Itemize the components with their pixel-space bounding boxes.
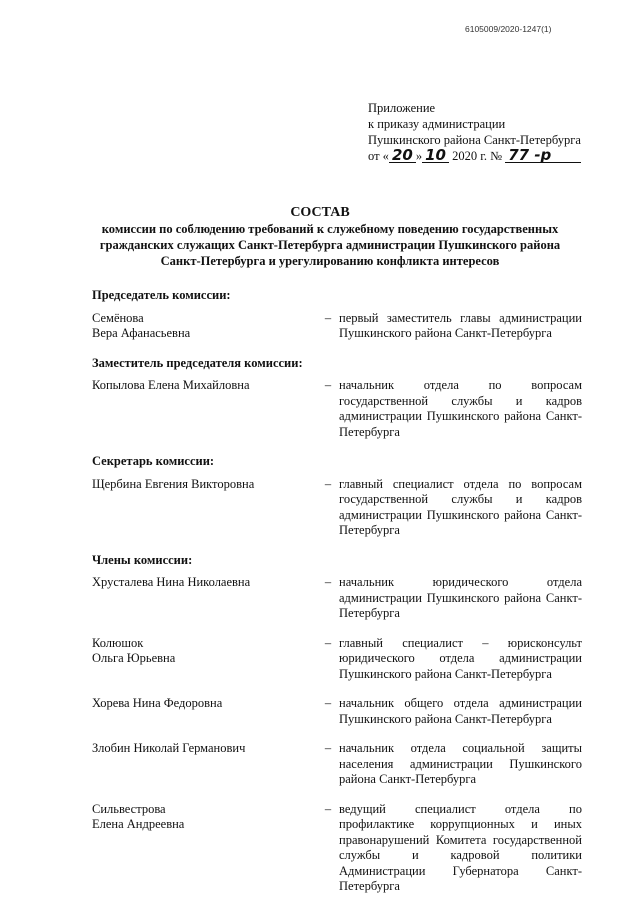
member-position: начальник отдела социальной защиты населения администрации Пушкинского района Санкт-Петербурга [339, 741, 582, 786]
member-position: начальник отдела по вопросам государственной службы и кадров администрации Пушкинского района Санкт-Петербурга [339, 378, 582, 439]
member-row [92, 311, 582, 342]
appendix-date-line [368, 148, 581, 164]
member-position: начальник юридического отдела администрации Пушкинского района Санкт-Петербурга [339, 575, 582, 620]
dash-separator: – [324, 378, 332, 392]
dash-separator: – [324, 575, 332, 589]
appendix-line-3: Пушкинского района Санкт-Петербурга [368, 133, 581, 147]
date-mid: » [415, 149, 423, 163]
member-name: Хорева Нина Федоровна [92, 696, 223, 710]
document-title: СОСТАВ [290, 205, 350, 220]
appendix-block [368, 100, 581, 164]
appendix-line-1: Приложение [368, 101, 436, 115]
appendix-line-2: к приказу администрации [368, 117, 506, 131]
date-year: 2020 г. № [452, 149, 503, 163]
section-heading-chair: Председатель комиссии: [92, 288, 231, 302]
dash-separator: – [324, 476, 332, 491]
dash-separator: – [324, 741, 332, 755]
member-name: Злобин Николай Германович [92, 741, 246, 755]
member-position: главный специалист отдела по вопросам государственной службы и кадров администрации Пушкинского района Санкт-Петербурга [339, 476, 582, 537]
dash-separator: – [324, 696, 332, 710]
member-row [92, 575, 582, 622]
member-row [92, 802, 582, 895]
date-prefix: от « [368, 149, 389, 163]
member-name: Семёнова Вера Афанасьевна [92, 310, 191, 340]
member-row [92, 477, 582, 539]
member-name: Щербина Евгения Викторовна [92, 476, 255, 491]
document-subtitle: комиссии по соблюдению требований к служебному поведению государственных гражданских служащих Санкт-Петербурга администрации Пушкинского района Санкт-Петербурга и урегулированию конфликта интересов [99, 222, 561, 268]
dash-separator: – [324, 801, 332, 816]
member-row [92, 378, 582, 440]
member-position: ведущий специалист отдела по профилактике коррупционных и иных правонарушений Комитета государственной службы и кадровой политики Администрации Губернатора Санкт-Петербурга [339, 801, 582, 893]
member-name: Колюшок Ольга Юрьевна [92, 635, 176, 665]
commission-list [92, 288, 582, 909]
document-id: 6105009/2020-1247(1) [465, 24, 552, 34]
member-position: главный специалист – юрисконсульт юридического отдела администрации Пушкинского района Санкт-Петербурга [339, 635, 582, 681]
dash-separator: – [324, 635, 332, 650]
section-heading-deputy: Заместитель председателя комиссии: [92, 355, 303, 370]
section-heading-secretary: Секретарь комиссии: [92, 454, 215, 468]
dash-separator: – [324, 310, 332, 325]
member-name: Сильвестрова Елена Андреевна [92, 801, 185, 831]
member-name: Копылова Елена Михайловна [92, 378, 250, 392]
section-heading-members: Члены комиссии: [92, 552, 193, 567]
handwritten-order-number: 77 -р [505, 148, 581, 163]
member-row [92, 696, 582, 727]
member-row [92, 636, 582, 683]
member-position: начальник общего отдела администрации Пушкинского района Санкт-Петербурга [339, 696, 582, 726]
handwritten-day: 20 [389, 148, 416, 163]
member-row [92, 741, 582, 788]
handwritten-month: 10 [422, 148, 449, 163]
member-position: первый заместитель главы администрации Пушкинского района Санкт-Петербурга [339, 310, 582, 340]
member-name: Хрусталева Нина Николаевна [92, 575, 251, 589]
